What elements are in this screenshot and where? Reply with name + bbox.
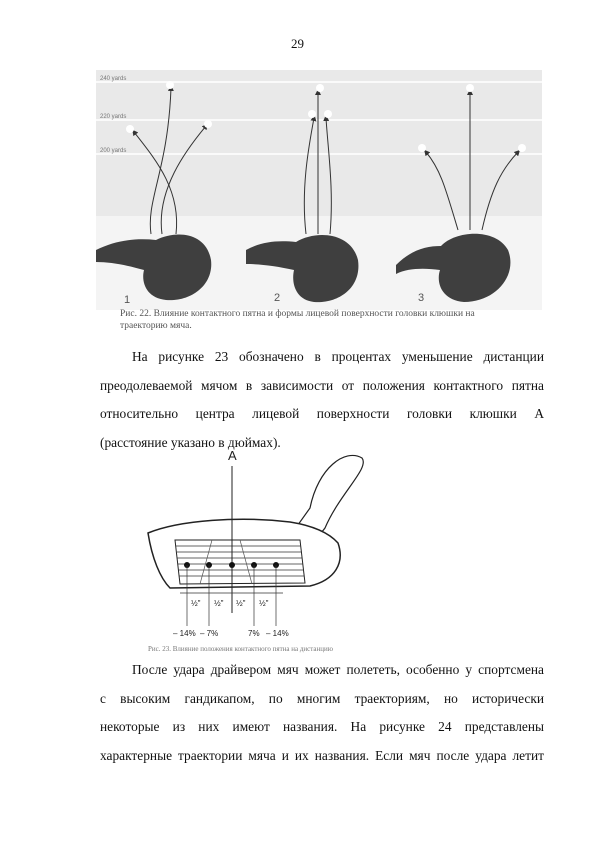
percent-label: 7%: [248, 629, 260, 638]
yard-label-240: 240 yards: [100, 76, 127, 82]
distance-label: ½": [259, 599, 269, 608]
percent-label: – 14%: [266, 629, 289, 638]
yard-label-220: 220 yards: [100, 114, 127, 120]
figure-23-driver-head: [140, 448, 390, 658]
paragraph-1: [100, 343, 544, 457]
panel-label-3: 3: [418, 292, 425, 304]
paragraph-1-line: (расстояние указано в дюймах).: [100, 434, 281, 450]
paragraph-1-line: На рисунке 23 обозначено в процентах уменьшение дистанции: [132, 349, 544, 364]
page-number: 29: [291, 36, 304, 51]
yard-label-200: 200 yards: [100, 148, 127, 154]
paragraph-2: [100, 656, 544, 770]
figure-23-caption: Рис. 23. Влияние положения контактного пятна на дистанцию: [148, 645, 333, 653]
ball-2c: [324, 110, 332, 118]
ball-1c: [204, 120, 212, 128]
distance-label: ½": [191, 599, 201, 608]
paragraph-2-line: характерные траектории мяча и их названия. Если мяч после удара летит: [100, 747, 544, 763]
paragraph-1-line: преодолеваемой мячом в зависимости от положения контактного пятна: [100, 377, 544, 393]
figure-22-caption: Рис. 22. Влияние контактного пятна и формы лицевой поверхности головки клюшки на траекторию мяча.: [120, 309, 475, 331]
ball-2b: [308, 110, 316, 118]
distance-label: ½": [236, 599, 246, 608]
point-label-a: A: [228, 448, 237, 463]
panel-label-1: 1: [124, 294, 131, 306]
ball-3b: [418, 144, 426, 152]
paragraph-2-line: с высоким гандикапом, по многим траекториям, но исторически: [100, 690, 544, 706]
paragraph-2-line: некоторые из них имеют названия. На рисунке 24 представлены: [100, 719, 544, 734]
distance-label: ½": [214, 599, 224, 608]
ball-3c: [518, 144, 526, 152]
ball-2a: [316, 84, 324, 92]
figure-22-trajectories: [96, 70, 542, 310]
paragraph-1-line: относительно центра лицевой поверхности головки клюшки A: [100, 406, 544, 421]
ball-1a: [166, 81, 174, 89]
panel-label-2: 2: [274, 292, 281, 304]
ball-1b: [126, 125, 134, 133]
ball-3a: [466, 84, 474, 92]
paragraph-2-line: После удара драйвером мяч может полететь, особенно у спортсмена: [132, 662, 544, 677]
percent-label: – 14%: [173, 629, 196, 638]
percent-label: – 7%: [200, 629, 219, 638]
